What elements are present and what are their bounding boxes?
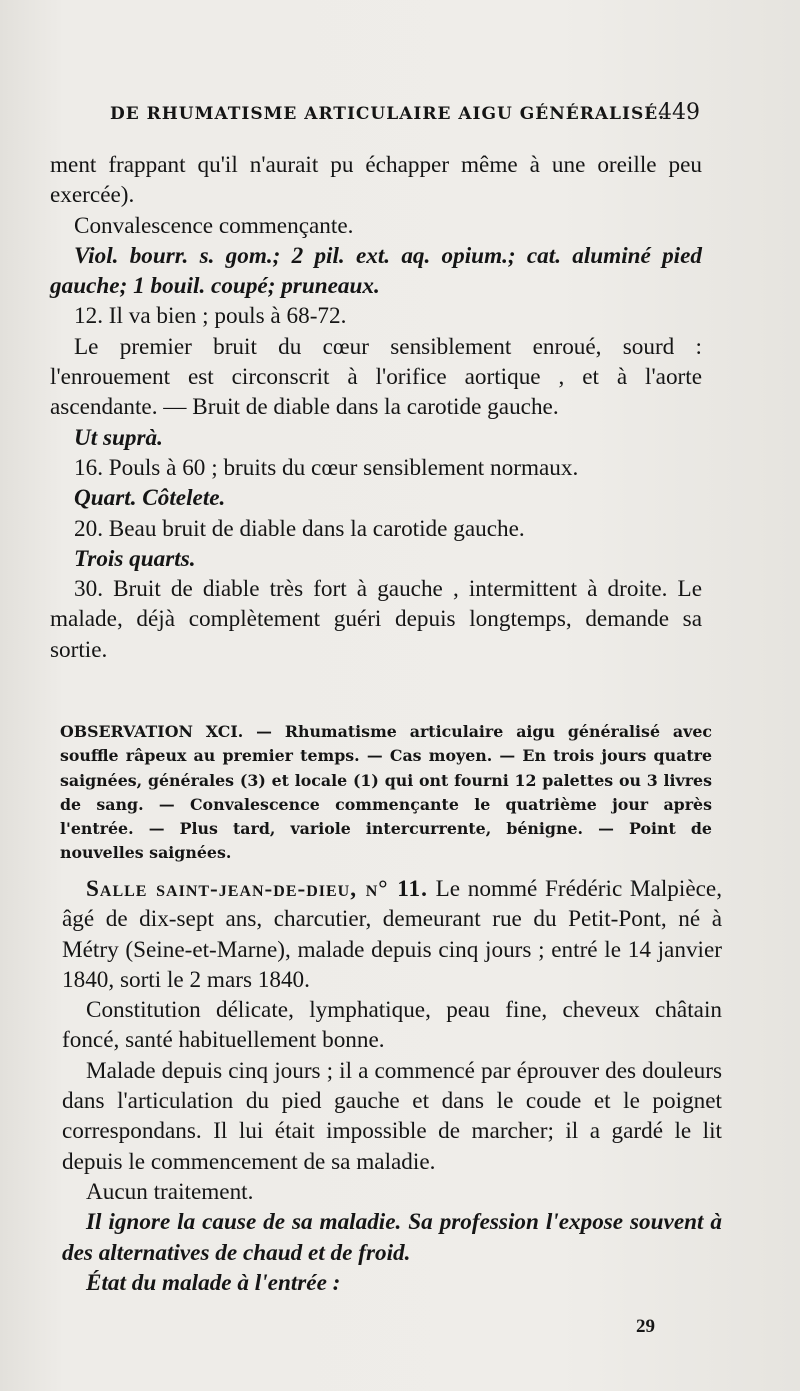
paragraph: État du malade à l'entrée : (86, 1269, 341, 1296)
running-title: DE RHUMATISME ARTICULAIRE AIGU GÉNÉRALISÉ. (110, 104, 666, 124)
paragraph: 12. Il va bien ; pouls à 68-72. (74, 303, 347, 330)
paragraph: Convalescence commençante. (74, 212, 354, 239)
main-text (50, 150, 702, 665)
ward-label: Salle saint-jean-de-dieu, n° 11. (86, 876, 428, 902)
prescription: Quart. Côtelete. (74, 485, 226, 512)
paragraph: Le nommé Frédéric Malpièce, âgé de dix-sept ans, charcutier, demeurant rue du Petit-Pont, né à Métry (Seine-et-Marne), malade depuis cinq jours ; entré le 14 janvier 1840, sorti le 2 mars 1840. (62, 876, 722, 993)
case-text (62, 874, 722, 1298)
paragraph: ment frappant qu'il n'aurait pu échapper même à une oreille peu exercée). (50, 152, 702, 209)
paragraph: 16. Pouls à 60 ; bruits du cœur sensiblement normaux. (74, 454, 579, 481)
paragraph: Il ignore la cause de sa maladie. Sa profession l'expose souvent à des alternatives de chaud et de froid. (62, 1209, 722, 1266)
prescription: Viol. bourr. s. gom.; 2 pil. ext. aq. opium.; cat. aluminé pied gauche; 1 bouil. coupé; pruneaux. (50, 242, 702, 300)
observation-text: OBSERVATION XCI. — Rhumatisme articulaire aigu généralisé avec souffle râpeux au premier temps. — Cas moyen. — En trois jours quatre saignées, générales (3) et locale (1) qui ont fourni 12 palettes ou 3 livres de sang. — Convalescence commençante le quatrième jour après l'entrée. — Plus tard, variole intercurrente, bénigne. — Point de nouvelles saignées. (60, 722, 712, 863)
paragraph: Malade depuis cinq jours ; il a commencé par éprouver des douleurs dans l'articulation du pied gauche et dans le coude et le poignet correspondans. Il lui était impossible de marcher; il a gardé le lit depuis le commencement de sa maladie. (62, 1057, 722, 1175)
observation-summary (60, 720, 712, 866)
page-number: 449 (658, 100, 700, 125)
signature-mark: 29 (636, 1316, 655, 1337)
paragraph: 20. Beau bruit de diable dans la carotide gauche. (74, 515, 525, 542)
running-header (110, 100, 700, 125)
paragraph: 30. Bruit de diable très fort à gauche , intermittent à droite. Le malade, déjà complètement guéri depuis longtemps, demande sa sortie. (50, 576, 702, 663)
prescription: Ut suprà. (74, 424, 163, 451)
paragraph: Aucun traitement. (86, 1178, 254, 1205)
prescription: Trois quarts. (74, 545, 196, 572)
paragraph: Constitution délicate, lymphatique, peau fine, cheveux châtain foncé, santé habituellement bonne. (62, 997, 722, 1054)
paragraph: Le premier bruit du cœur sensiblement enroué, sourd : l'enrouement est circonscrit à l'orifice aortique , et à l'aorte ascendante. — Bruit de diable dans la carotide gauche. (50, 333, 702, 421)
